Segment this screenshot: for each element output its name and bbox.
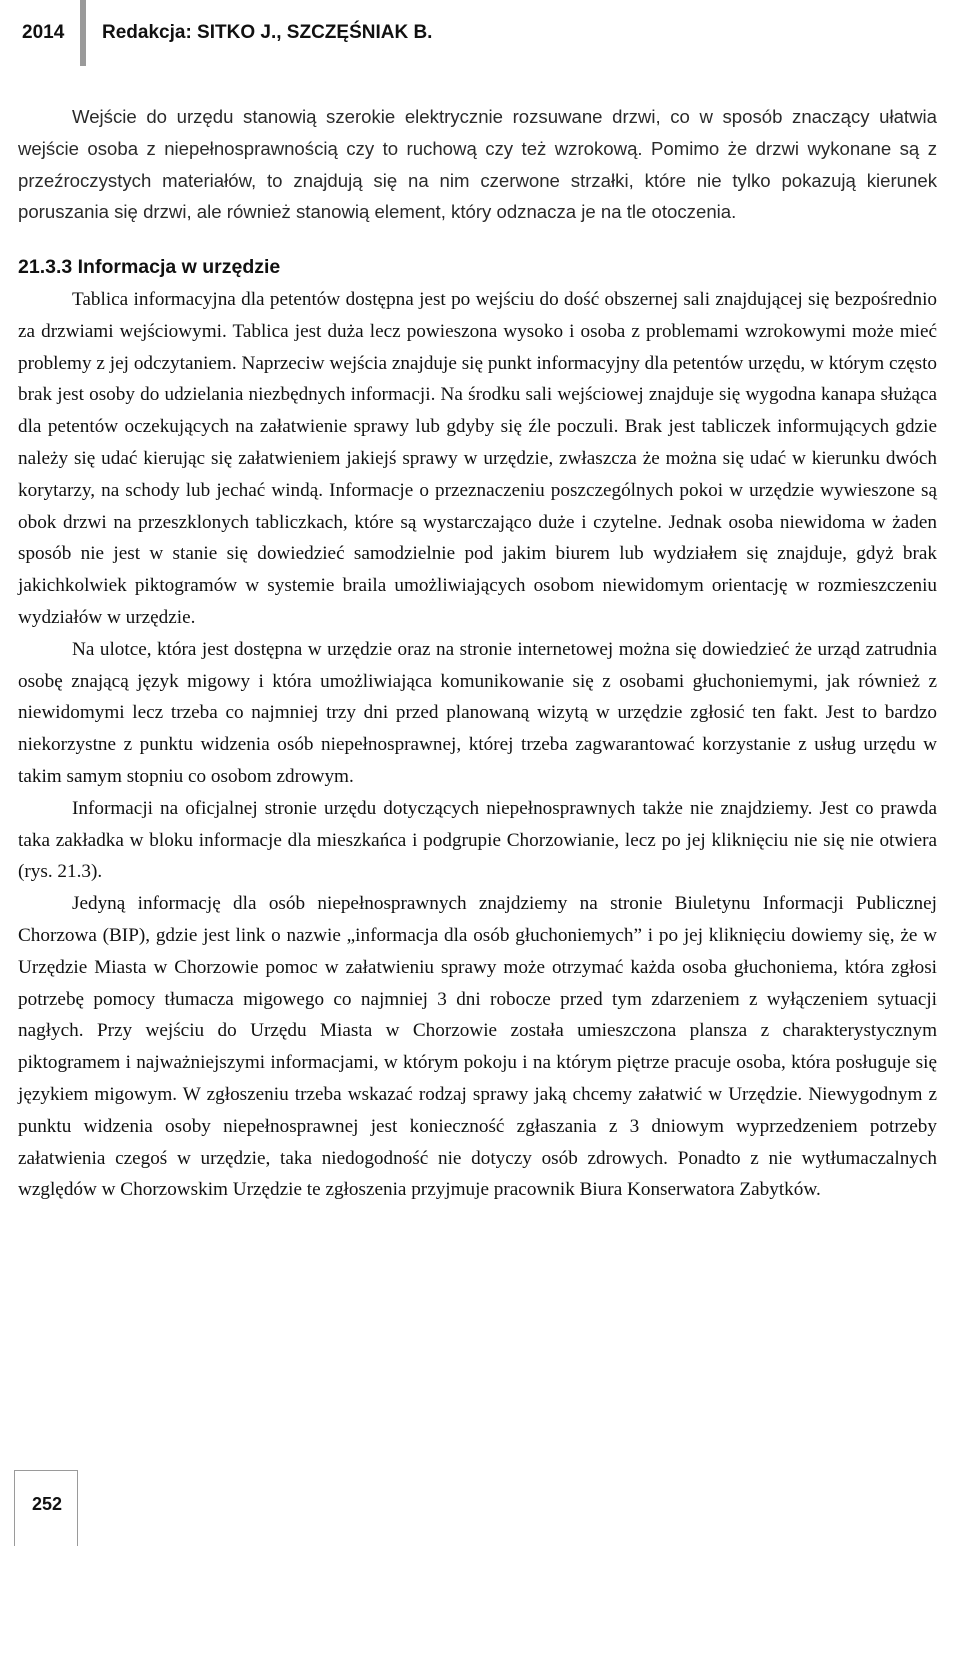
page-body [18, 101, 937, 1206]
page-header [0, 0, 960, 66]
header-editors: Redakcja: SITKO J., SZCZĘŚNIAK B. [102, 22, 433, 43]
paragraph-bip: Jedyną informację dla osób niepełnosprawnych znajdziemy na stronie Biuletynu Informacji Publicznej Chorzowa (BIP), gdzie jest link o nazwie „informacja dla osób głuchoniemych” i po jej kliknięciu dowiemy się, że w Urzędzie Miasta w Chorzowie pomoc w załatwieniu sprawy może otrzymać każda osoba głuchoniema, która zgłosi potrzebę pomocy tłumacza migowego co najmniej 3 dni robocze przed tym zdarzeniem z wyłączeniem sytuacji nagłych. Przy wejściu do Urzędu Miasta w Chorzowie została umieszczona plansza z charakterystycznym piktogramem i najważniejszymi informacjami, w którym pokoju i na którym piętrze pracuje osoba, która posługuje się językiem migowym. W zgłoszeniu trzeba wskazać rodzaj sprawy jaką chcemy załatwić w Urzędzie. Niewygodnym z punktu widzenia osoby niepełnosprawnej jest konieczność zgłaszania z 3 dniowym wyprzedzeniem potrzeby załatwienia czegoś w urzędzie, taka niedogodność nie dotyczy osób zdrowych. Ponadto z nie wytłumaczalnych względów w Chorzowskim Urzędzie te zgłoszenia przyjmuje pracownik Biura Konserwatora Zabytków. [18, 893, 937, 1201]
paragraph-official-website: Informacji na oficjalnej stronie urzędu dotyczących niepełnosprawnych także nie znajdziemy. Jest co prawda taka zakładka w bloku informacje dla mieszkańca i podgrupie Chorzowianie, lecz po jej kliknięciu nie się nie otwiera (rys. 21.3). [18, 797, 937, 883]
section-heading: 21.3.3 Informacja w urzędzie [18, 256, 281, 279]
paragraph-leaflet: Na ulotce, która jest dostępna w urzędzie oraz na stronie internetowej można się dowiedzieć że urząd zatrudnia osobę znającą język migowy i która umożliwiająca komunikowanie się z osobami głuchoniemymi, jak również z niewidomymi lecz trzeba co najmniej trzy dni przed planowaną wizytą w urzędzie zgłosić ten fakt. Jest to bardzo niekorzystne z punktu widzenia osób niepełnosprawnej, której trzeba zagwarantować korzystanie z usług urzędu w takim samym stopniu co osobom zdrowym. [18, 638, 937, 787]
header-divider [80, 0, 86, 66]
page-number-box [14, 1470, 78, 1546]
paragraph-entrance: Wejście do urzędu stanowią szerokie elektrycznie rozsuwane drzwi, co w sposób znaczący ułatwia wejście osoba z niepełnosprawnością czy to ruchową czy też wzrokową. Pomimo że drzwi wykonane są z przeźroczystych materiałów, to znajdują się na nim czerwone strzałki, które nie tylko pokazują kierunek poruszania się drzwi, ale również stanowią element, który odznacza je na tle otoczenia. [18, 106, 937, 223]
header-year: 2014 [22, 22, 65, 43]
paragraph-information-board: Tablica informacyjna dla petentów dostępna jest po wejściu do dość obszernej sali znajdującej się bezpośrednio za drzwiami wejściowymi. Tablica jest duża lecz powieszona wysoko i osoba z problemami wzrokowymi może mieć problemy z jej odczytaniem. Naprzeciw wejścia znajduje się punkt informacyjny dla petentów urzędu, w którym często brak jest osoby do udzielania niezbędnych informacji. Na środku sali wejściowej znajduje się wygodna kanapa służąca dla petentów oczekujących na załatwienie sprawy lub gdyby się źle poczuli. Brak jest tabliczek informujących gdzie należy się udać kierując się załatwieniem jakiejś sprawy w urzędzie, zwłaszcza że można się udać w kierunku dwóch korytarzy, na schody lub jechać windą. Informacje o przeznaczeniu poszczególnych pokoi w urzędzie wywieszone są obok drzwi na przeszklonych tabliczkach, które są wystarczająco duże i czytelne. Jednak osoba niewidoma w żaden sposób nie jest w stanie się dowiedzieć samodzielnie pod jakim biurem lub wydziałem się znajduje, gdyż brak jakichkolwiek piktogramów w systemie braila umożliwiających osobom niewidomym orientację w rozmieszczeniu wydziałów w urzędzie. [18, 288, 937, 628]
page-number: 252 [31, 1494, 63, 1514]
